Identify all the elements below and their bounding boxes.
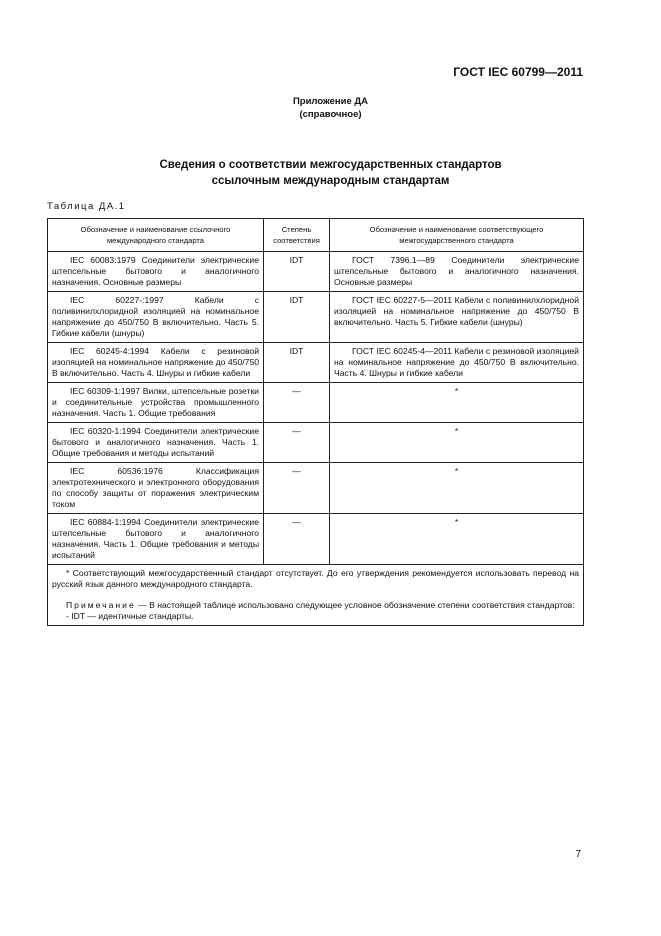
table-row (48, 252, 584, 292)
note-paragraph (52, 600, 579, 611)
cell-international: IEC 60083:1979 Соединители электрические штепсельные бытового и аналогичного назначения. Основные размеры (48, 252, 264, 292)
header-international-standard: Обозначение и наименование ссылочного международного стандарта (48, 219, 264, 252)
table-row (48, 292, 584, 343)
document-title (0, 157, 661, 189)
note-text: — В настоящей таблице использовано следующее условное обозначение степени соответствия стандартов: (135, 600, 575, 610)
cell-interstate: ГОСТ 7396.1—89 Соединители электрические штепсельные бытового и аналогичного назначения. Основные размеры (330, 252, 584, 292)
cell-interstate: ГОСТ IEC 60227-5—2011 Кабели с поливинилхлоридной изоляцией на номинальное напряжение до 450/750 В включительно. Часть 5. Гибкие кабели (шнуры) (330, 292, 584, 343)
table-row (48, 514, 584, 565)
cell-degree: IDT (264, 292, 330, 343)
cell-interstate: * (330, 514, 584, 565)
annex-title: Приложение ДА (292, 96, 369, 107)
cell-interstate: * (330, 383, 584, 423)
cell-international: IEC 60245-4:1994 Кабели с резиновой изоляцией на номинальное напряжение до 450/750 В включительно. Часть 4. Шнуры и гибкие кабели (48, 343, 264, 383)
table-row (48, 383, 584, 423)
annex-subtitle: (справочное) (299, 109, 362, 120)
cell-degree: — (264, 514, 330, 565)
cell-interstate: * (330, 463, 584, 514)
table-footnote-row (48, 565, 584, 626)
correspondence-table (47, 218, 584, 626)
cell-interstate: ГОСТ IEC 60245-4—2011 Кабели с резиновой изоляцией на номинальное напряжение до 450/750 В включительно. Часть 4. Шнуры и гибкие кабели (330, 343, 584, 383)
table-row (48, 423, 584, 463)
cell-international: IEC 60309-1:1997 Вилки, штепсельные розетки и соединительные устройства промышленного назначения. Часть 1. Общие требования (48, 383, 264, 423)
table-row (48, 463, 584, 514)
table-row (48, 343, 584, 383)
note-label: Примечание (66, 600, 136, 610)
cell-degree: IDT (264, 252, 330, 292)
document-title-line-2: ссылочным международным стандартам (211, 175, 450, 187)
standard-designation: ГОСТ IEC 60799—2011 (453, 65, 583, 79)
table-caption: Таблица ДА.1 (47, 201, 126, 212)
cell-international: IEC 60227-:1997 Кабели с поливинилхлоридной изоляцией на номинальное напряжение до 450/750 В включительно. Часть 5. Гибкие кабели (шнуры) (48, 292, 264, 343)
note-item: - IDT — идентичные стандарты. (66, 611, 194, 621)
cell-degree: — (264, 383, 330, 423)
header-interstate-standard: Обозначение и наименование соответствующего межгосударственного стандарта (330, 219, 584, 252)
cell-international: IEC 60320-1:1994 Соединители электрические бытового и аналогичного назначения. Часть 1. Общие требования и методы испытаний (48, 423, 264, 463)
header-degree: Степень соответствия (264, 219, 330, 252)
table-footnote-cell (48, 565, 584, 626)
cell-international: IEC 60536:1976 Классификация электротехнического и электронного оборудования по способу защиты от поражения электрическим током (48, 463, 264, 514)
document-title-line-1: Сведения о соответствии межгосударственных стандартов (159, 159, 502, 171)
table-header-row (48, 219, 584, 252)
footnote-text: * Соответствующий межгосударственный стандарт отсутствует. До его утверждения рекомендуется использовать перевод на русский язык данного международного стандарта. (52, 568, 579, 589)
cell-international: IEC 60884-1:1994 Соединители электрические штепсельные бытового и аналогичного назначения. Часть 1. Общие требования и методы испытаний (48, 514, 264, 565)
cell-interstate: * (330, 423, 584, 463)
cell-degree: — (264, 423, 330, 463)
cell-degree: — (264, 463, 330, 514)
annex-heading (0, 95, 661, 121)
page-number: 7 (575, 849, 581, 860)
cell-degree: IDT (264, 343, 330, 383)
